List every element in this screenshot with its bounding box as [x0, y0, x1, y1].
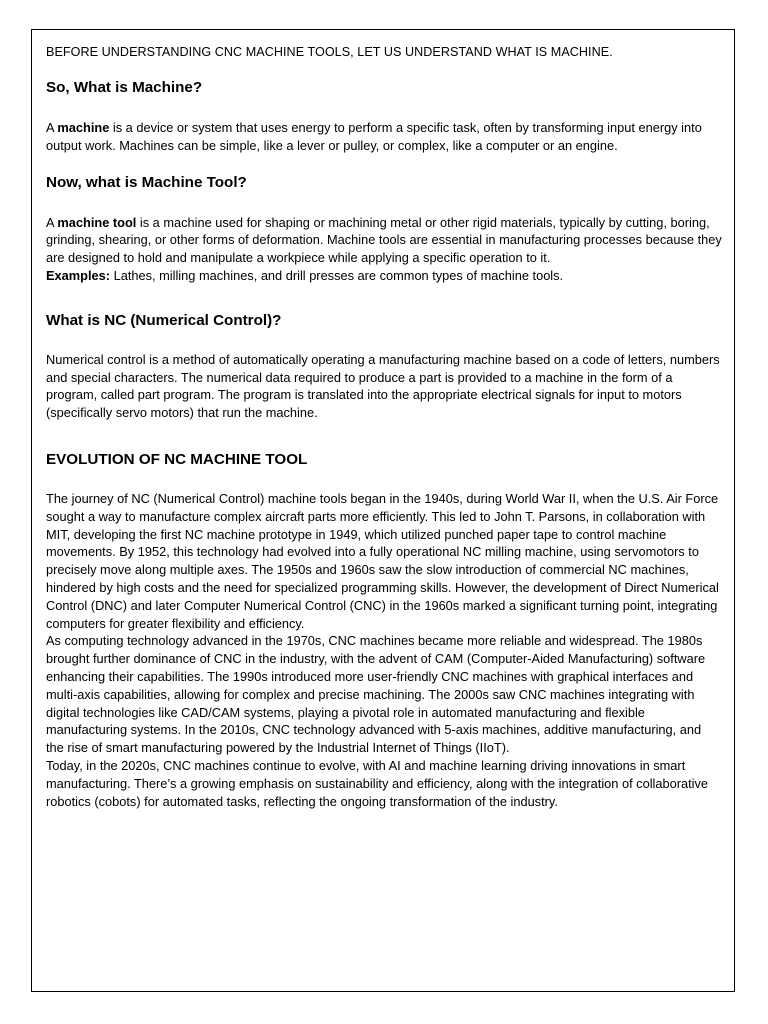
document-body	[46, 43, 722, 810]
machine-lead: A	[46, 120, 58, 135]
term-machine-tool: machine tool	[57, 214, 137, 230]
term-machine: machine	[57, 120, 110, 135]
paragraph-machine-definition	[46, 119, 722, 155]
heading-machine-tool: Now, what is Machine Tool?	[46, 173, 247, 191]
machine-tool-lead: A	[46, 214, 58, 230]
paragraph-machine-tool-definition	[46, 214, 722, 267]
machine-tool-definition-text: is a machine used for shaping or machining metal or other rigid materials, typically by cutting, boring, grinding, shearing, or other forms of deformation. Machine tools are essential in manufacturing processes because they are designed to hold and manipulate a workpiece while applying a specific operation to it.	[46, 214, 722, 266]
machine-definition-text: is a device or system that uses energy to perform a specific task, often by transforming input energy into output work. Machines can be simple, like a lever or pulley, or complex, like a computer or an engine.	[46, 120, 702, 153]
intro-line: BEFORE UNDERSTANDING CNC MACHINE TOOLS, LET US UNDERSTAND WHAT IS MACHINE.	[46, 45, 613, 59]
heading-evolution: EVOLUTION OF NC MACHINE TOOL	[46, 450, 308, 468]
heading-numerical-control: What is NC (Numerical Control)?	[46, 311, 282, 329]
examples-label: Examples:	[46, 267, 111, 283]
paragraph-evolution-3: Today, in the 2020s, CNC machines continue to evolve, with AI and machine learning driving innovations in smart manufacturing. There’s a growing emphasis on sustainability and efficiency, along with the integration of collaborative robotics (cobots) for automated tasks, reflecting the ongoing transformation of the industry.	[46, 757, 709, 809]
examples-text: Lathes, milling machines, and drill presses are common types of machine tools.	[110, 267, 564, 283]
paragraph-examples	[46, 267, 722, 285]
heading-what-is-machine: So, What is Machine?	[46, 79, 203, 96]
paragraph-nc-definition: Numerical control is a method of automatically operating a manufacturing machine based on a code of letters, numbers and special characters. The numerical data required to produce a part is provided to a machine in the form of a program, called part program. The program is translated into the appropriate electrical signals for input to motors (specifically servo motors) that run the machine.	[46, 351, 720, 421]
paragraph-evolution-2: As computing technology advanced in the 1970s, CNC machines became more reliable and widespread. The 1980s brought further dominance of CNC in the industry, with the advent of CAM (Computer-Aided Manufacturing) software enhancing their capabilities. The 1990s introduced more user-friendly CNC machines with graphical interfaces and multi-axis capabilities, allowing for complex and precise machining. The 2000s saw CNC machines integrating with digital technologies like CAD/CAM systems, playing a pivotal role in automated manufacturing and flexible manufacturing systems. In the 2010s, CNC technology advanced with 5-axis machines, additive manufacturing, and the rise of smart manufacturing powered by the Industrial Internet of Things (IIoT).	[46, 633, 706, 756]
paragraph-evolution-1: The journey of NC (Numerical Control) machine tools began in the 1940s, during World War II, when the U.S. Air Force sought a way to manufacture complex aircraft parts more efficiently. This led to John T. Parsons, in collaboration with MIT, developing the first NC machine prototype in 1949, which utilized punched paper tape to control machine movements. By 1952, this technology had evolved into a fully operational NC milling machine, using servomotors to precisely move along multiple axes. The 1950s and 1960s saw the slow introduction of commercial NC machines, hindered by high costs and the need for specialized programming skills. However, the development of Direct Numerical Control (DNC) and later Computer Numerical Control (CNC) in the 1960s marked a significant turning point, integrating computers for greater flexibility and efficiency.	[46, 490, 719, 631]
